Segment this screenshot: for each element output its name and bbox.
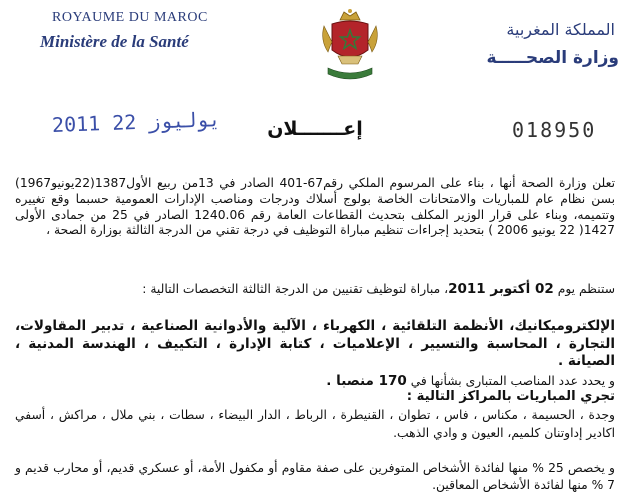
date-stamp: 2011 يوليوز 22 [51, 107, 221, 137]
header-ar-ministry: وزارة الصحـــــة [486, 48, 619, 68]
exam-date: 02 أكتوبر 2011 [448, 281, 554, 297]
exam-date-paragraph [15, 282, 615, 298]
header-fr-kingdom: ROYAUME DU MAROC [52, 10, 208, 25]
exam-prefix: ستنظم يوم [557, 282, 615, 296]
header-fr-ministry: Ministère de la Santé [40, 32, 189, 51]
royal-emblem-icon [318, 6, 382, 84]
announcement-title: إعـــــــلان [267, 118, 363, 140]
exam-suffix: ، مباراة لتوظيف تقنيين من الدرجة الثالثة التخصصات التالية : [142, 282, 449, 296]
count-value: 170 منصبا . [326, 373, 407, 389]
intro-paragraph: تعلن وزارة الصحة أنها ، بناء على المرسوم الملكي رقم67-401 الصادر في 13من ربيع الأول1387(22يونيو1967) بسن نظام عام للمباريات والامتحانات الخاصة بولوج أسلاك ودرجات ومناصب الإدارات العمومية حسبما وقع تغييره وتتميمه، وبناء على قرار الوزير المكلف بتحديث القطاعات العامة رقم 1240.06 الصادر في 25 من جمادى الأولى 1427( 22 يونيو 2006 ) بتحديد إجراءات تنظيم مباراة التوظيف في درجة تقني من الدرجة الثالثة بوزارة الصحة ، [15, 176, 616, 238]
count-prefix: و يحدد عدد المناصب المتبارى بشأنها في [410, 374, 615, 388]
centers-list: وجدة ، الحسيمة ، مكناس ، فاس ، تطوان ، القنيطرة ، الرباط ، الدار البيضاء ، سطات ، بني ملال ، مراكش ، أسفي اكادير إداوتنان كلميم، العيون و وادي الذهب. [15, 408, 615, 440]
header-ar-kingdom: المملكة المغربية [506, 20, 615, 39]
specialties-list: الإلكتروميكانيك، الأنظمة التلقائية ، الكهرباء ، الآلية والأدوانية الصناعية ، تدبير المقاولات، التجارة ، المحاسبة والتسيير ، الإعلاميات ، كتابة الإدارة ، التكييف ، الهندسة المدنية ، الصيانة . [15, 318, 615, 369]
positions-count-paragraph [15, 374, 615, 390]
quota-paragraph: و يخصص 25 % منها لفائدة الأشخاص المتوفرين على صفة مقاوم أو مكفول الأمة، أو عسكري قديم، أو محارب قديم و 7 % منها لفائدة الأشخاص المعاقين. [15, 461, 615, 492]
reference-number: 018950 [512, 118, 597, 142]
centers-heading: تجري المباريات بالمراكز التالية : [406, 389, 615, 404]
